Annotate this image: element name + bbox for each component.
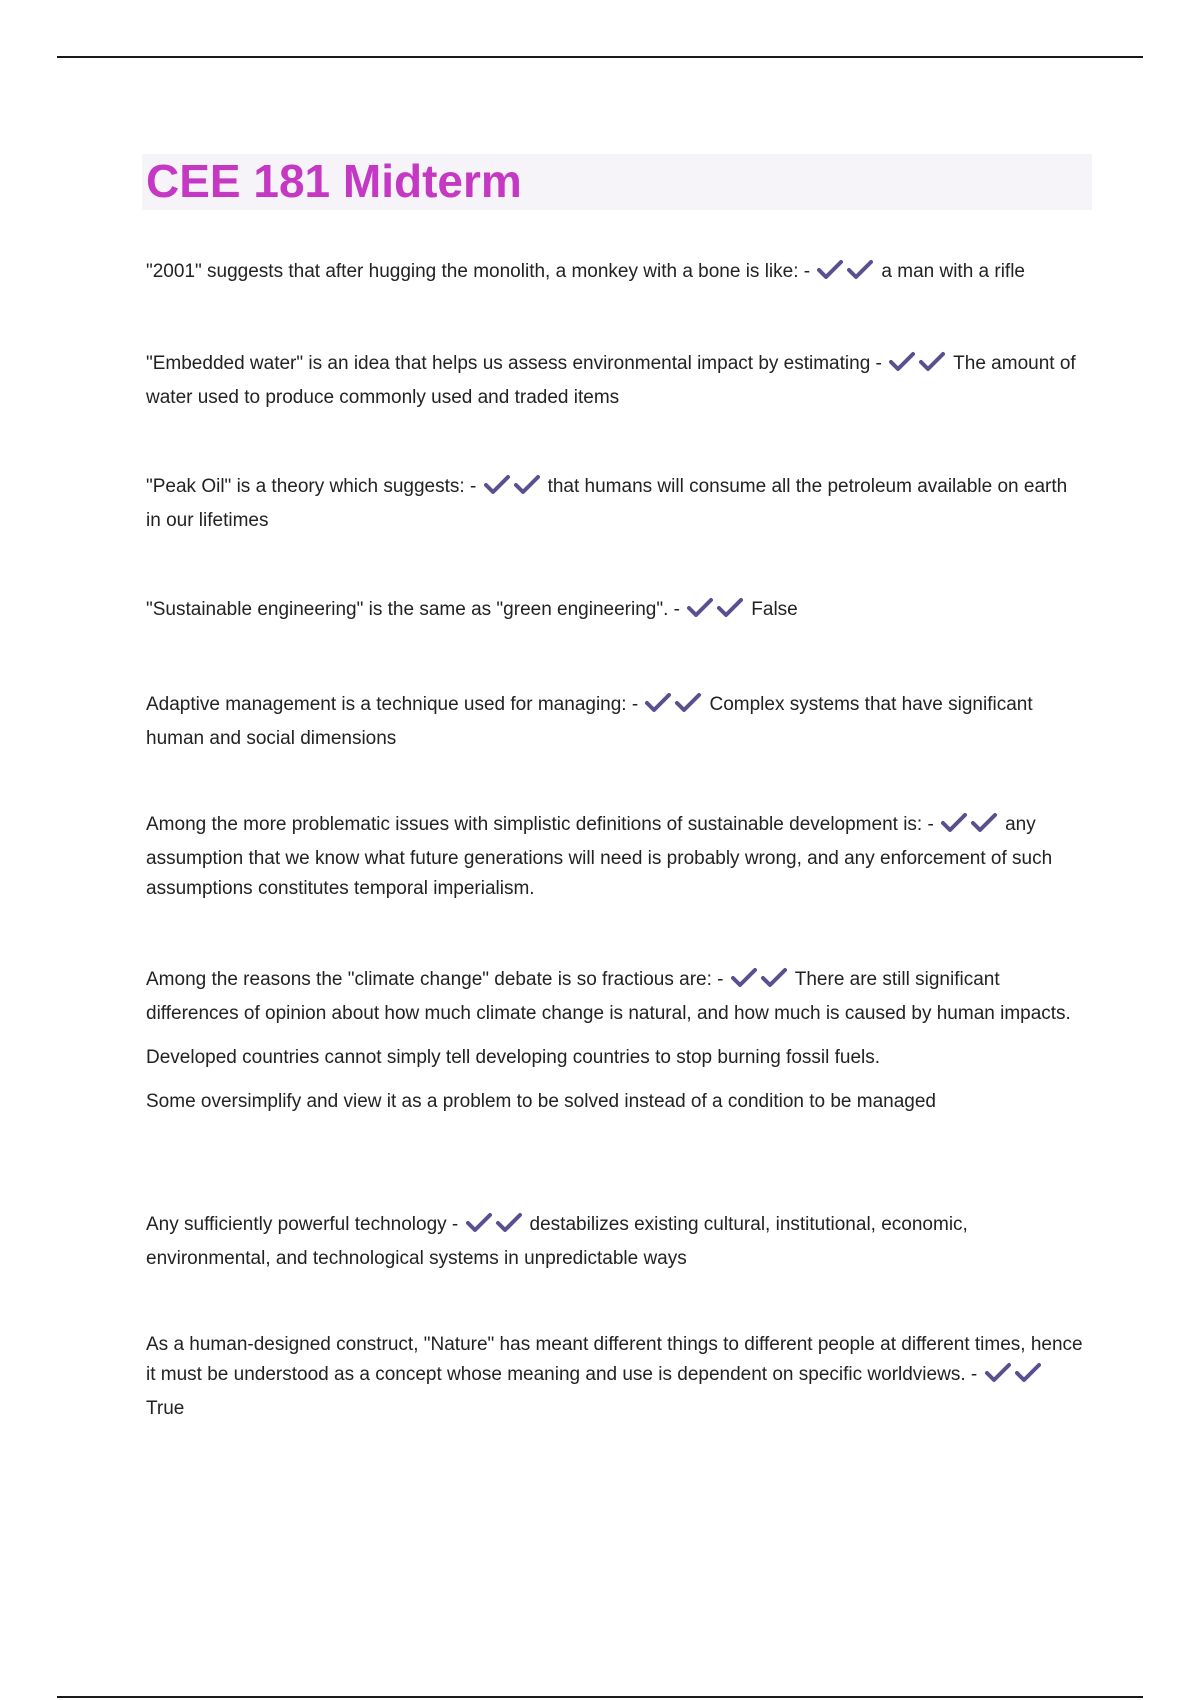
answer-text: The amount of water used to produce commonly used and traded items — [146, 353, 1076, 408]
double-check-icon — [731, 967, 791, 999]
check-icon — [847, 259, 873, 281]
check-icon — [466, 1212, 492, 1234]
answer-text: destabilizes existing cultural, institutional, economic, environmental, and technological systems in unpredictable ways — [146, 1214, 968, 1269]
double-check-icon — [687, 597, 747, 629]
answer-text: There are still significant differences of opinion about how much climate change is natural, and how much is caused by human impacts. — [146, 969, 1071, 1024]
check-icon — [717, 597, 743, 619]
qa-item — [146, 257, 1086, 291]
double-check-icon — [985, 1362, 1045, 1394]
double-check-icon — [817, 259, 877, 291]
check-icon — [817, 259, 843, 281]
qa-item — [146, 349, 1086, 413]
qa-item — [146, 810, 1086, 904]
double-check-icon — [484, 474, 544, 506]
top-rule — [57, 56, 1143, 58]
check-icon — [971, 812, 997, 834]
qa-text — [146, 810, 1086, 904]
question-text: "Embedded water" is an idea that helps us assess environmental impact by estimating - — [146, 353, 882, 374]
question-text: Any sufficiently powerful technology - — [146, 1214, 459, 1235]
qa-text — [146, 965, 1086, 1029]
check-icon — [919, 351, 945, 373]
double-check-icon — [941, 812, 1001, 844]
question-text: "Sustainable engineering" is the same as "green engineering". - — [146, 599, 680, 620]
answer-text: Complex systems that have significant human and social dimensions — [146, 694, 1033, 749]
qa-text — [146, 257, 1086, 291]
bottom-rule — [57, 1696, 1143, 1698]
check-icon — [731, 967, 757, 989]
check-icon — [761, 967, 787, 989]
answer-continuation: Developed countries cannot simply tell developing countries to stop burning fossil fuels. — [146, 1047, 881, 1068]
check-icon — [645, 692, 671, 714]
qa-text — [146, 472, 1086, 536]
question-text: "2001" suggests that after hugging the monolith, a monkey with a bone is like: - — [146, 261, 811, 282]
answer-continuation: Some oversimplify and view it as a problem to be solved instead of a condition to be managed — [146, 1091, 937, 1112]
qa-item — [146, 1210, 1086, 1274]
qa-text — [146, 690, 1086, 754]
double-check-icon — [466, 1212, 526, 1244]
qa-text — [146, 1330, 1086, 1424]
check-icon — [941, 812, 967, 834]
double-check-icon — [645, 692, 705, 724]
answer-text: any assumption that we know what future generations will need is probably wrong, and any enforcement of such assumptions constitutes temporal imperialism. — [146, 814, 1053, 899]
qa-text — [146, 349, 1086, 413]
qa-item — [146, 595, 1086, 629]
qa-item — [146, 472, 1086, 536]
question-text: Among the more problematic issues with simplistic definitions of sustainable development is: - — [146, 814, 934, 835]
answer-text: that humans will consume all the petroleum available on earth in our lifetimes — [146, 476, 1068, 531]
qa-item — [146, 1330, 1086, 1424]
qa-text — [146, 595, 1086, 629]
check-icon — [514, 474, 540, 496]
check-icon — [1015, 1362, 1041, 1384]
check-icon — [687, 597, 713, 619]
answer-text: True — [146, 1398, 185, 1419]
answer-text: False — [751, 599, 798, 620]
check-icon — [985, 1362, 1011, 1384]
page-title: CEE 181 Midterm — [146, 155, 522, 207]
answer-text: a man with a rifle — [881, 261, 1026, 282]
question-text: "Peak Oil" is a theory which suggests: - — [146, 476, 477, 497]
question-text: Among the reasons the "climate change" debate is so fractious are: - — [146, 969, 724, 990]
check-icon — [675, 692, 701, 714]
qa-item — [146, 965, 1086, 1117]
question-text: Adaptive management is a technique used for managing: - — [146, 694, 639, 715]
qa-item — [146, 690, 1086, 754]
question-text: As a human-designed construct, "Nature" has meant different things to different people at different times, hence it must be understood as a concept whose meaning and use is dependent on specific worldviews. - — [146, 1334, 1083, 1385]
check-icon — [496, 1212, 522, 1234]
qa-text — [146, 1210, 1086, 1274]
check-icon — [484, 474, 510, 496]
double-check-icon — [889, 351, 949, 383]
check-icon — [889, 351, 915, 373]
